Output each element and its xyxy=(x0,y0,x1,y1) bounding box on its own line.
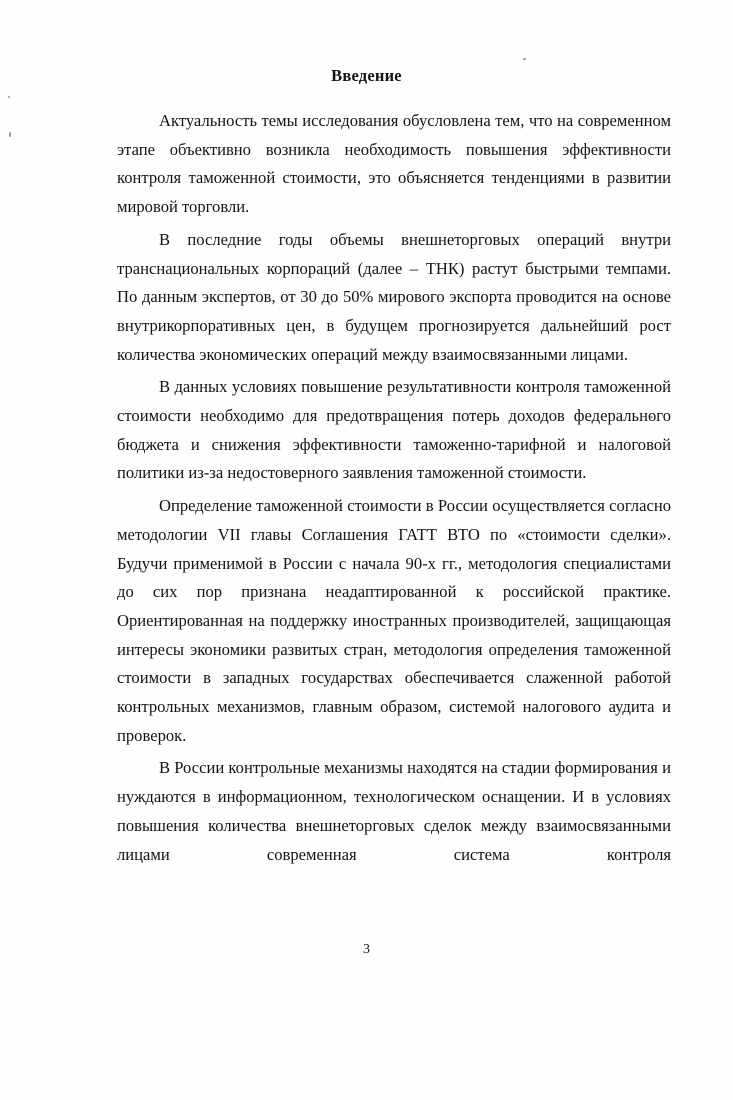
section-heading: Введение xyxy=(331,66,402,85)
paragraph: Актуальность темы исследования обусловлена тем, что на современном этапе объективно возникла необходимость повышения эффективности контроля таможенной стоимости, это объясняется тенденциями в развитии мировой торговли. xyxy=(117,111,671,217)
paragraph: В последние годы объемы внешнеторговых операций внутри транснациональных корпораций (далее – ТНК) растут быстрыми темпами. По данным экспертов, от 30 до 50% мирового экспорта проводится на основе внутрикорпоративных цен, в будущем прогнозируется дальнейший рост количества экономических операций между взаимосвязанными лицами. xyxy=(117,229,671,364)
page-number: 3 xyxy=(363,942,370,957)
paragraph: В данных условиях повышение результативности контроля таможенной стоимости необходимо для предотвращения потерь доходов федерального бюджета и снижения эффективности таможенно-тарифной и налоговой политики из-за недостоверного заявления таможенной стоимости. xyxy=(117,377,671,483)
paragraph: Определение таможенной стоимости в России осуществляется согласно методологии VII главы Соглашения ГАТТ ВТО по «стоимости сделки». Будучи применимой в России с начала 90-х гг., методология специалистами до сих пор признана неадаптированной к российской практике. Ориентированная на поддержку иностранных производителей, защищающая интересы экономики развитых стран, методология определения таможенной стоимости в западных государствах обеспечивается слаженной работой контрольных механизмов, главным образом, системой налогового аудита и проверок. xyxy=(117,496,671,745)
paragraph: В России контрольные механизмы находятся на стадии формирования и нуждаются в информационном, технологическом оснащении. И в условиях повышения количества внешнеторговых сделок между взаимосвязанными лицами современная система контроля xyxy=(117,758,671,864)
scan-artifact xyxy=(8,96,10,98)
body-text xyxy=(117,107,671,873)
scan-artifact xyxy=(523,58,526,60)
scan-artifact xyxy=(9,132,11,137)
